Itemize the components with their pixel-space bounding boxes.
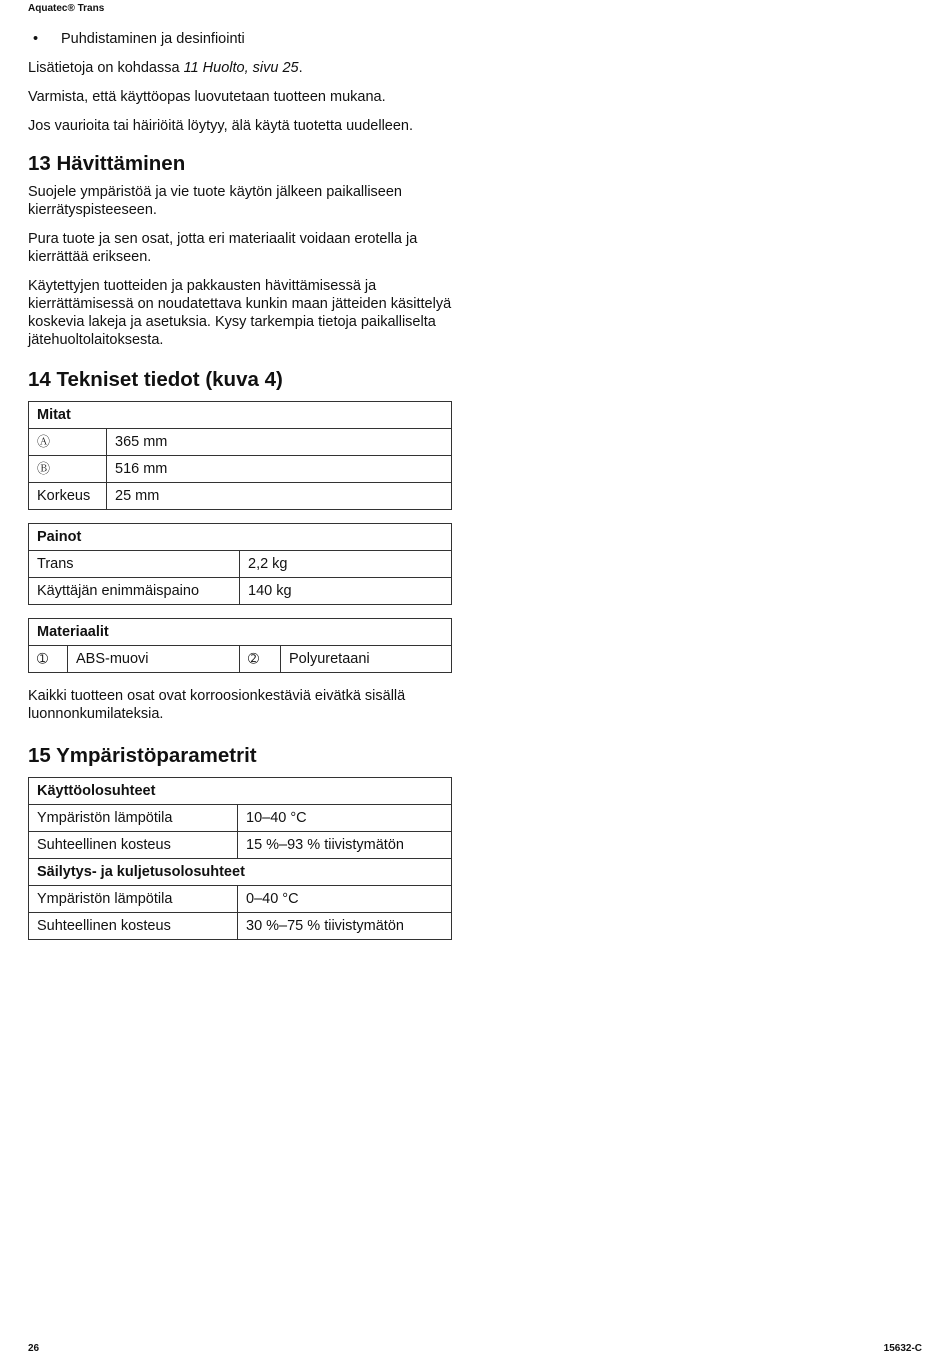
table-row [29, 805, 452, 832]
section-13-title: 13 Hävittäminen [28, 152, 186, 175]
section-15-title: 15 Ympäristöparametrit [28, 744, 257, 767]
reference-prefix: Lisätietoja on kohdassa [28, 60, 184, 76]
table-row [29, 886, 452, 913]
document-id: 15632-C [883, 1343, 922, 1354]
material-1: ABS-muovi [68, 646, 240, 673]
running-header: Aquatec® Trans [28, 3, 105, 14]
table-header-row [29, 778, 452, 805]
cross-reference-link[interactable]: 11 Huolto, sivu 25 [183, 60, 299, 76]
storage-temp-value: 0–40 °C [238, 886, 452, 913]
materials-note: Kaikki tuotteen osat ovat korroosionkestäviä eivätkä sisällä luonnonkumilateksia. [28, 688, 406, 722]
bullet-item [28, 30, 452, 48]
table-row [29, 456, 452, 483]
bullet-icon: • [33, 31, 39, 47]
weights-table [28, 523, 452, 605]
dimension-value-b: 516 mm [107, 456, 452, 483]
table-row [29, 429, 452, 456]
table-row [29, 913, 452, 940]
table-header-row [29, 524, 452, 551]
operating-humidity-value: 15 %–93 % tiivistymätön [238, 832, 452, 859]
dimensions-header: Mitat [29, 402, 452, 429]
dimension-value-height: 25 mm [107, 483, 452, 510]
section-13-paragraph-2: Pura tuote ja sen osat, jotta eri materiaalit voidaan erotella ja kierrättää erikseen. [28, 231, 418, 265]
storage-humidity-value: 30 %–75 % tiivistymätön [238, 913, 452, 940]
weight-value-trans: 2,2 kg [240, 551, 452, 578]
table-header-row [29, 859, 452, 886]
reference-suffix: . [298, 60, 303, 76]
operating-temp-label: Ympäristön lämpötila [29, 805, 238, 832]
environment-table [28, 777, 452, 940]
operating-humidity-label: Suhteellinen kosteus [29, 832, 238, 859]
table-row [29, 551, 452, 578]
dimension-value-a: 365 mm [107, 429, 452, 456]
page-content [28, 30, 452, 940]
storage-conditions-header: Säilytys- ja kuljetusolosuhteet [29, 859, 452, 886]
reference-paragraph [28, 59, 452, 77]
table-row [29, 646, 452, 673]
section-14-title: 14 Tekniset tiedot (kuva 4) [28, 368, 283, 391]
dimension-label-a: Ⓐ [29, 429, 107, 456]
page-number: 26 [28, 1343, 40, 1354]
storage-humidity-label: Suhteellinen kosteus [29, 913, 238, 940]
table-header-row [29, 619, 452, 646]
operating-temp-value: 10–40 °C [238, 805, 452, 832]
table-row [29, 483, 452, 510]
weight-value-max-user: 140 kg [240, 578, 452, 605]
table-row [29, 832, 452, 859]
bullet-text: Puhdistaminen ja desinfiointi [61, 31, 245, 47]
material-marker-2-icon: ➁ [240, 646, 281, 673]
material-2: Polyuretaani [281, 646, 452, 673]
weight-label-max-user: Käyttäjän enimmäispaino [29, 578, 240, 605]
weights-header: Painot [29, 524, 452, 551]
dimension-label-b: Ⓑ [29, 456, 107, 483]
paragraph-handover: Varmista, että käyttöopas luovutetaan tuotteen mukana. [28, 89, 386, 105]
operating-conditions-header: Käyttöolosuhteet [29, 778, 452, 805]
material-marker-1-icon: ➀ [29, 646, 68, 673]
materials-table [28, 618, 452, 673]
section-13-paragraph-1: Suojele ympäristöä ja vie tuote käytön jälkeen paikalliseen kierrätyspisteeseen. [28, 184, 402, 218]
table-header-row [29, 402, 452, 429]
storage-temp-label: Ympäristön lämpötila [29, 886, 238, 913]
materials-header: Materiaalit [29, 619, 452, 646]
dimension-label-height: Korkeus [29, 483, 107, 510]
section-13-paragraph-3: Käytettyjen tuotteiden ja pakkausten hävittämisessä ja kierrättämisessä on noudatettava kunkin maan jätteiden käsittelyä koskevia lakeja ja asetuksia. Kysy tarkempia tietoja paikalliselta jätehuoltolaitoksesta. [28, 278, 452, 348]
dimensions-table [28, 401, 452, 510]
weight-label-trans: Trans [29, 551, 240, 578]
table-row [29, 578, 452, 605]
paragraph-damage: Jos vaurioita tai häiriöitä löytyy, älä käytä tuotetta uudelleen. [28, 118, 414, 134]
